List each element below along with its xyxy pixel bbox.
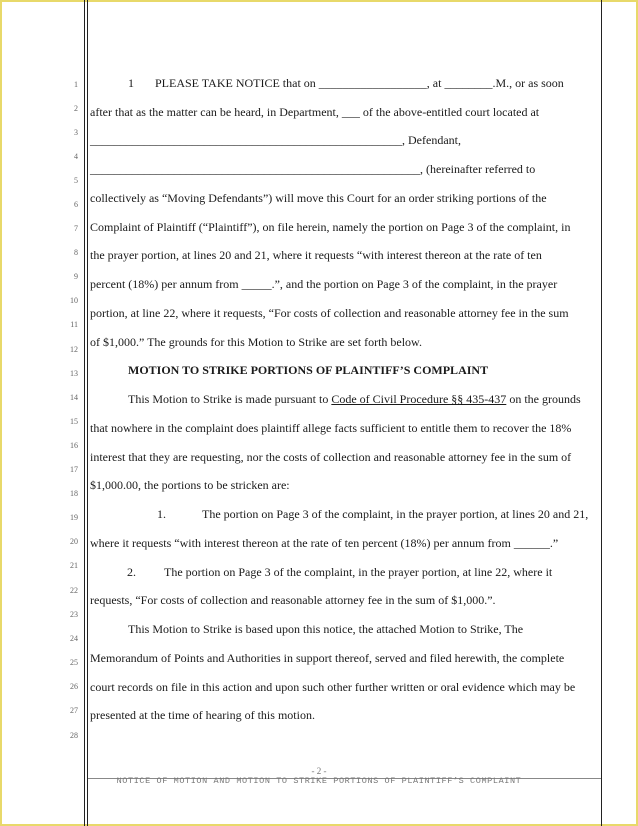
notice-line-1 <box>90 76 602 91</box>
line-number: 22 <box>70 586 78 595</box>
item-2-number: 2. <box>127 565 136 579</box>
line-number: 26 <box>70 682 78 691</box>
item-2-line-2: requests, “For costs of collection and reasonable attorney fee in the sum of $1,000.”. <box>90 593 496 607</box>
item-1-number: 1. <box>157 507 166 521</box>
para3-line-2: Memorandum of Points and Authorities in support thereof, served and filed herewith, the complete <box>90 651 565 665</box>
footer-caption: NOTICE OF MOTION AND MOTION TO STRIKE PORTIONS OF PLAINTIFF’S COMPLAINT <box>116 776 522 786</box>
margin-rule-right <box>601 0 602 826</box>
section-heading: MOTION TO STRIKE PORTIONS OF PLAINTIFF’S COMPLAINT <box>128 363 489 377</box>
para2-tail: on the grounds <box>506 392 581 406</box>
margin-rule-left-inner <box>87 0 88 826</box>
line-number: 19 <box>70 513 78 522</box>
line-number: 11 <box>70 320 78 329</box>
line-number: 6 <box>74 200 78 209</box>
line-number: 13 <box>70 369 78 378</box>
line-number: 18 <box>70 489 78 498</box>
line-number: 16 <box>70 441 78 450</box>
line-number: 14 <box>70 393 78 402</box>
notice-line-4: _______________________________________________________, (hereinafter referred to <box>90 162 536 176</box>
notice-line-7: the prayer portion, at lines 20 and 21, where it requests “with interest thereon at the rate of ten <box>90 248 542 262</box>
line-number: 2 <box>74 104 78 113</box>
line-number: 27 <box>70 706 78 715</box>
notice-line-10: of $1,000.” The grounds for this Motion to Strike are set forth below. <box>90 335 422 349</box>
line-number: 25 <box>70 658 78 667</box>
notice-number: 1 <box>128 76 134 90</box>
item-1-line-1 <box>90 507 602 522</box>
notice-text-1: PLEASE TAKE NOTICE that on __________________, at ________.M., or as soon <box>155 76 564 90</box>
item-2-text: The portion on Page 3 of the complaint, in the prayer portion, at line 22, where it <box>164 565 553 579</box>
para3-line-3: court records on file in this action and upon such other further written or oral evidence which may be <box>90 680 576 694</box>
line-number: 28 <box>70 731 78 740</box>
line-number: 5 <box>74 176 78 185</box>
line-number: 9 <box>74 272 78 281</box>
line-number: 3 <box>74 128 78 137</box>
notice-line-2: after that as the matter can be heard, in Department, ___ of the above-entitled court located at <box>90 105 540 119</box>
item-1-text: The portion on Page 3 of the complaint, in the prayer portion, at lines 20 and 21, <box>202 507 589 521</box>
notice-line-9: portion, at line 22, where it requests, “For costs of collection and reasonable attorney fee in the sum <box>90 306 569 320</box>
para2-line-1 <box>90 392 638 407</box>
para2-line-2: that nowhere in the complaint does plaintiff allege facts sufficient to entitle them to recover the 18% <box>90 421 572 435</box>
line-number: 21 <box>70 561 78 570</box>
notice-line-3: ____________________________________________________, Defendant, <box>90 133 461 147</box>
notice-line-8: percent (18%) per annum from _____.”, and the portion on Page 3 of the complaint, in the prayer <box>90 277 558 291</box>
notice-line-6: Complaint of Plaintiff (“Plaintiff”), on file herein, namely the portion on Page 3 of the complaint, in <box>90 220 571 234</box>
line-number: 10 <box>70 296 78 305</box>
page-number: - 2 - <box>311 766 327 776</box>
para3-line-4: presented at the time of hearing of this motion. <box>90 708 315 722</box>
line-number: 4 <box>74 152 78 161</box>
line-number: 12 <box>70 345 78 354</box>
line-number: 1 <box>74 80 78 89</box>
line-number: 7 <box>74 224 78 233</box>
para2-line-3: interest that they are requesting, nor the costs of collection and reasonable attorney fee in the sum of <box>90 450 572 464</box>
line-number: 17 <box>70 465 78 474</box>
para2-lead: This Motion to Strike is made pursuant to <box>128 392 332 406</box>
item-2-line-1 <box>90 565 602 580</box>
item-1-line-2: where it requests “with interest thereon at the rate of ten percent (18%) per annum from ______.” <box>90 536 559 550</box>
para3-line-1: This Motion to Strike is based upon this notice, the attached Motion to Strike, The <box>128 622 524 636</box>
margin-rule-left <box>84 0 85 826</box>
line-number: 24 <box>70 634 78 643</box>
line-number: 20 <box>70 537 78 546</box>
line-number: 23 <box>70 610 78 619</box>
notice-text <box>137 76 564 90</box>
citation-link: Code of Civil Procedure §§ 435-437 <box>331 392 507 406</box>
para2-line-4: $1,000.00, the portions to be stricken are: <box>90 478 290 492</box>
line-number: 8 <box>74 248 78 257</box>
line-number: 15 <box>70 417 78 426</box>
notice-line-5: collectively as “Moving Defendants”) will move this Court for an order striking portions of the <box>90 191 547 205</box>
